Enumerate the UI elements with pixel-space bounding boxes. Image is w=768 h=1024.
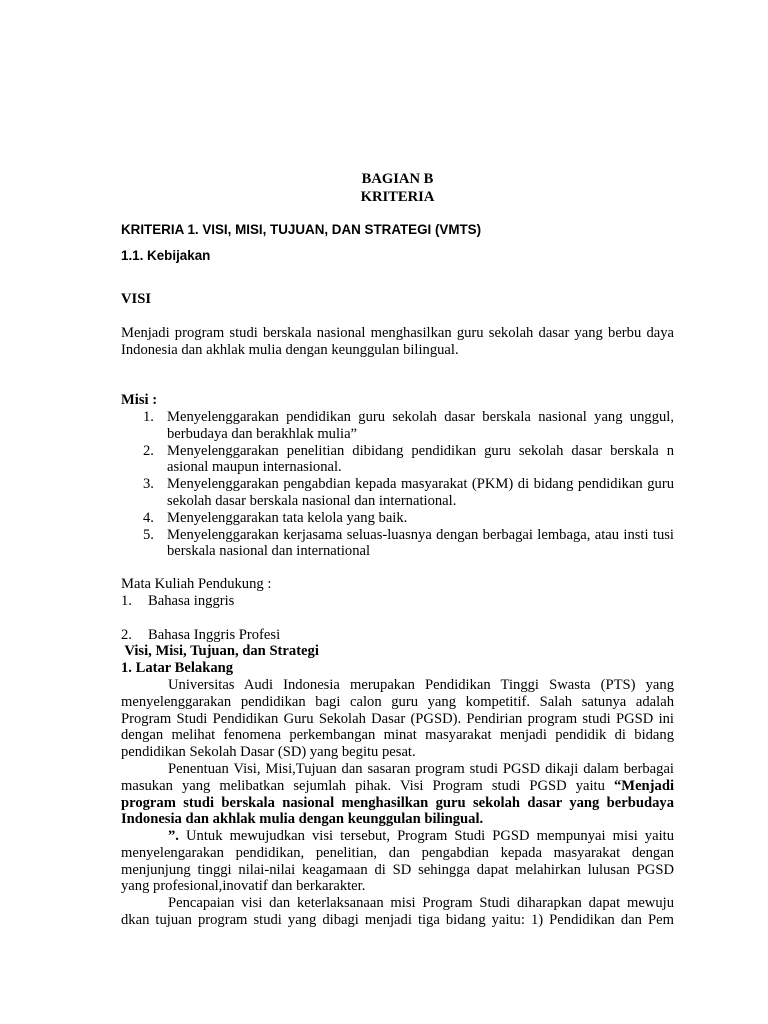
- list-item: [121, 527, 674, 561]
- list-number: 3.: [143, 476, 154, 493]
- paragraph-3-text: Untuk mewujudkan visi tersebut, Program Studi PGSD mempunyai misi yaitu menyelengarakan pendidikan, penelitian, dan pengabdian kepada masyarakat dengan menjunjung tinggi nilai-nilai keagamaan di SD sehingga dapat melahirkan lulusan PGSD yang profesional,inovatif dan berkarakter.: [121, 828, 674, 895]
- list-text: Menyelenggarakan tata kelola yang baik.: [167, 509, 408, 526]
- criteria-heading: KRITERIA 1. VISI, MISI, TUJUAN, DAN STRATEGI (VMTS): [121, 222, 482, 237]
- list-text: Menyelenggarakan kerjasama seluas-luasnya dengan berbagai lembaga, atau insti tusi berskala nasional dan international: [167, 526, 674, 560]
- list-item: [121, 627, 701, 644]
- list-text: Menyelenggarakan pendidikan guru sekolah dasar berskala nasional yang unggul, berbudaya dan berakhlak mulia”: [167, 409, 674, 442]
- list-item: [121, 593, 701, 610]
- part-subtitle: KRITERIA: [360, 189, 435, 205]
- misi-heading: Misi :: [121, 392, 158, 408]
- paragraph-4-line-1: Pencapaian visi dan keterlaksanaan misi Program Studi diharapkan dapat mewuju: [168, 895, 674, 911]
- list-text: Bahasa Inggris Profesi: [148, 626, 281, 643]
- list-text: Menyelenggarakan pengabdian kepada masyarakat (PKM) di bidang pendidikan guru sekolah dasar berskala nasional dan international.: [167, 476, 674, 509]
- list-number: 2.: [143, 442, 154, 459]
- list-number: 2.: [121, 626, 132, 643]
- visi-heading: VISI: [121, 291, 152, 307]
- part-title: BAGIAN B: [361, 171, 434, 187]
- visi-quote: “Menjadi program studi berskala nasional menghasilkan guru sekolah dasar yang berbudaya Indonesia dan akhlak mulia dengan keunggulan bilingual.: [121, 777, 674, 828]
- visi-text: Menjadi program studi berskala nasional menghasilkan guru sekolah dasar yang berbu daya Indonesia dan akhlak mulia dengan keunggulan bilingual.: [121, 325, 674, 358]
- section-heading: Visi, Misi, Tujuan, dan Strategi: [121, 643, 319, 659]
- section-subheading: 1. Latar Belakang: [121, 660, 234, 676]
- list-text: Bahasa inggris: [148, 593, 235, 609]
- list-number: 4.: [143, 509, 154, 526]
- policy-heading: 1.1. Kebijakan: [121, 248, 211, 263]
- document-content: [121, 0, 674, 928]
- list-item: [121, 443, 674, 477]
- list-item: [121, 510, 674, 527]
- paragraph-4-line-2: dkan tujuan program studi yang dibagi menjadi tiga bidang yaitu: 1) Pendidikan dan Pem: [121, 912, 674, 928]
- quote-close: ”.: [168, 828, 179, 844]
- list-text: Menyelenggarakan penelitian dibidang pendidikan guru sekolah dasar berskala n asional maupun internasional.: [167, 442, 674, 476]
- mata-kuliah-heading: Mata Kuliah Pendukung :: [121, 576, 272, 592]
- paragraph-1: Universitas Audi Indonesia merupakan Pendidikan Tinggi Swasta (PTS) yang menyelenggarakan pendidikan bagi calon guru yang kompetitif. Salah satunya adalah Program Studi Pendidikan Guru Sekolah Dasar (PGSD). Pendirian program studi PGSD ini dengan melihat fenomena perkembangan minat masyarakat menjadi pendidik di bidang pendidikan Sekolah Dasar (SD) yang begitu pesat.: [121, 677, 674, 761]
- list-number: 1.: [143, 409, 154, 425]
- paragraph-2-text: Penentuan Visi, Misi,Tujuan dan sasaran program studi PGSD dikaji dalam berbagai masukan yang melibatkan sejumlah pihak. Visi Program studi PGSD yaitu: [121, 761, 674, 794]
- list-item: [121, 409, 674, 443]
- list-number: 1.: [121, 593, 132, 609]
- list-item: [121, 476, 674, 510]
- list-number: 5.: [143, 526, 154, 543]
- paragraph-3: [121, 828, 674, 895]
- paragraph-2: [121, 761, 674, 828]
- misi-list: [121, 409, 674, 560]
